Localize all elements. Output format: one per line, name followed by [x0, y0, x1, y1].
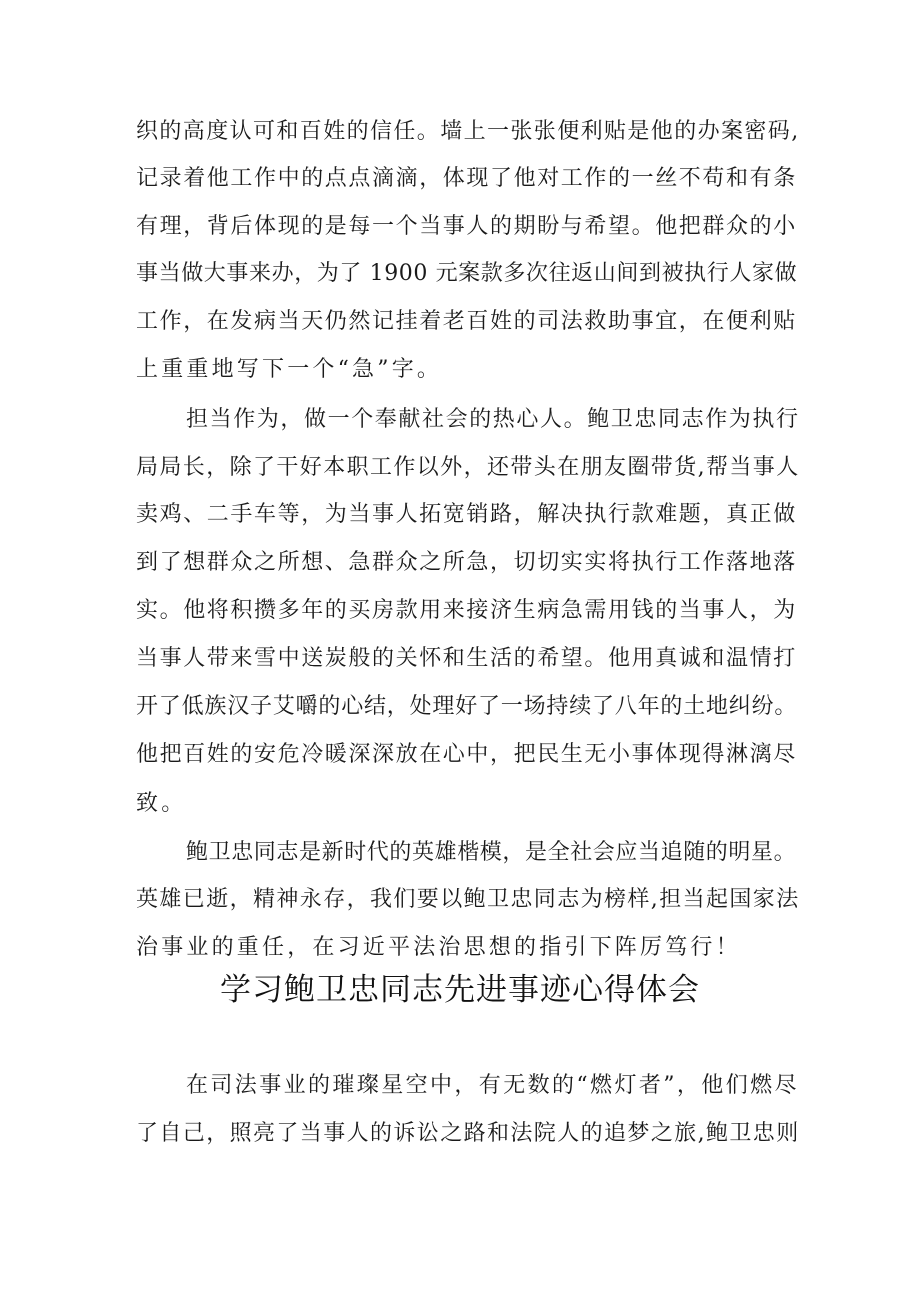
paragraph-1-line-2: 记录着他工作中的点点滴滴，体现了他对工作的一丝不苟和有条 [136, 166, 797, 191]
paragraph-1-line-6: 上重重地写下一个“急”字。 [136, 357, 443, 382]
paragraph-1-line-3: 有理，背后体现的是每一个当事人的期盼与希望。他把群众的小 [136, 214, 797, 239]
section-title: 学习鲍卫忠同志先进事迹心得体会 [220, 972, 700, 1008]
paragraph-1-line-4: 事当做大事来办，为了 1900 元案款多次往返山间到被执行人家做 [136, 261, 798, 286]
paragraph-2-line-2: 局局长，除了干好本职工作以外，还带头在朋友圈带货,帮当事人 [136, 455, 800, 480]
paragraph-2-line-7: 开了低族汉子艾嚼的心结，处理好了一场持续了八年的土地纠纷。 [136, 694, 798, 719]
paragraph-2-line-1: 担当作为，做一个奉献社会的热心人。鲍卫忠同志作为执行 [186, 407, 800, 432]
paragraph-1-line-5: 工作，在发病当天仍然记挂着老百姓的司法救助事宜，在便利贴 [136, 309, 797, 334]
paragraph-2-line-3: 卖鸡、二手车等，为当事人拓宽销路，解决执行款难题，真正做 [136, 502, 797, 527]
paragraph-2-line-6: 当事人带来雪中送炭般的关怀和生活的希望。他用真诚和温情打 [136, 646, 797, 671]
paragraph-1-line-1: 织的高度认可和百姓的信任。墙上一张张便利贴是他的办案密码, [136, 119, 800, 144]
paragraph-2-line-9: 致。 [136, 791, 187, 816]
paragraph-3-line-2: 英雄已逝，精神永存，我们要以鲍卫忠同志为榜样,担当起国家法 [136, 887, 800, 912]
paragraph-2-line-8: 他把百姓的安危冷暖深深放在心中，把民生无小事体现得淋漓尽 [136, 742, 797, 767]
paragraph-2-line-5: 实。他将积攒多年的买房款用来接济生病急需用钱的当事人，为 [136, 598, 797, 623]
paragraph-3-line-1: 鲍卫忠同志是新时代的英雄楷模，是全社会应当追随的明星。 [186, 840, 797, 865]
paragraph-4-line-2: 了自己，照亮了当事人的诉讼之路和法院人的追梦之旅,鲍卫忠则 [136, 1121, 800, 1146]
paragraph-4-line-1: 在司法事业的璀璨星空中，有无数的“燃灯者”，他们燃尽 [186, 1073, 799, 1098]
paragraph-3-line-3: 治事业的重任，在习近平法治思想的指引下阵厉笃行！ [136, 935, 741, 960]
paragraph-2-line-4: 到了想群众之所想、急群众之所急，切切实实将执行工作落地落 [136, 550, 797, 575]
